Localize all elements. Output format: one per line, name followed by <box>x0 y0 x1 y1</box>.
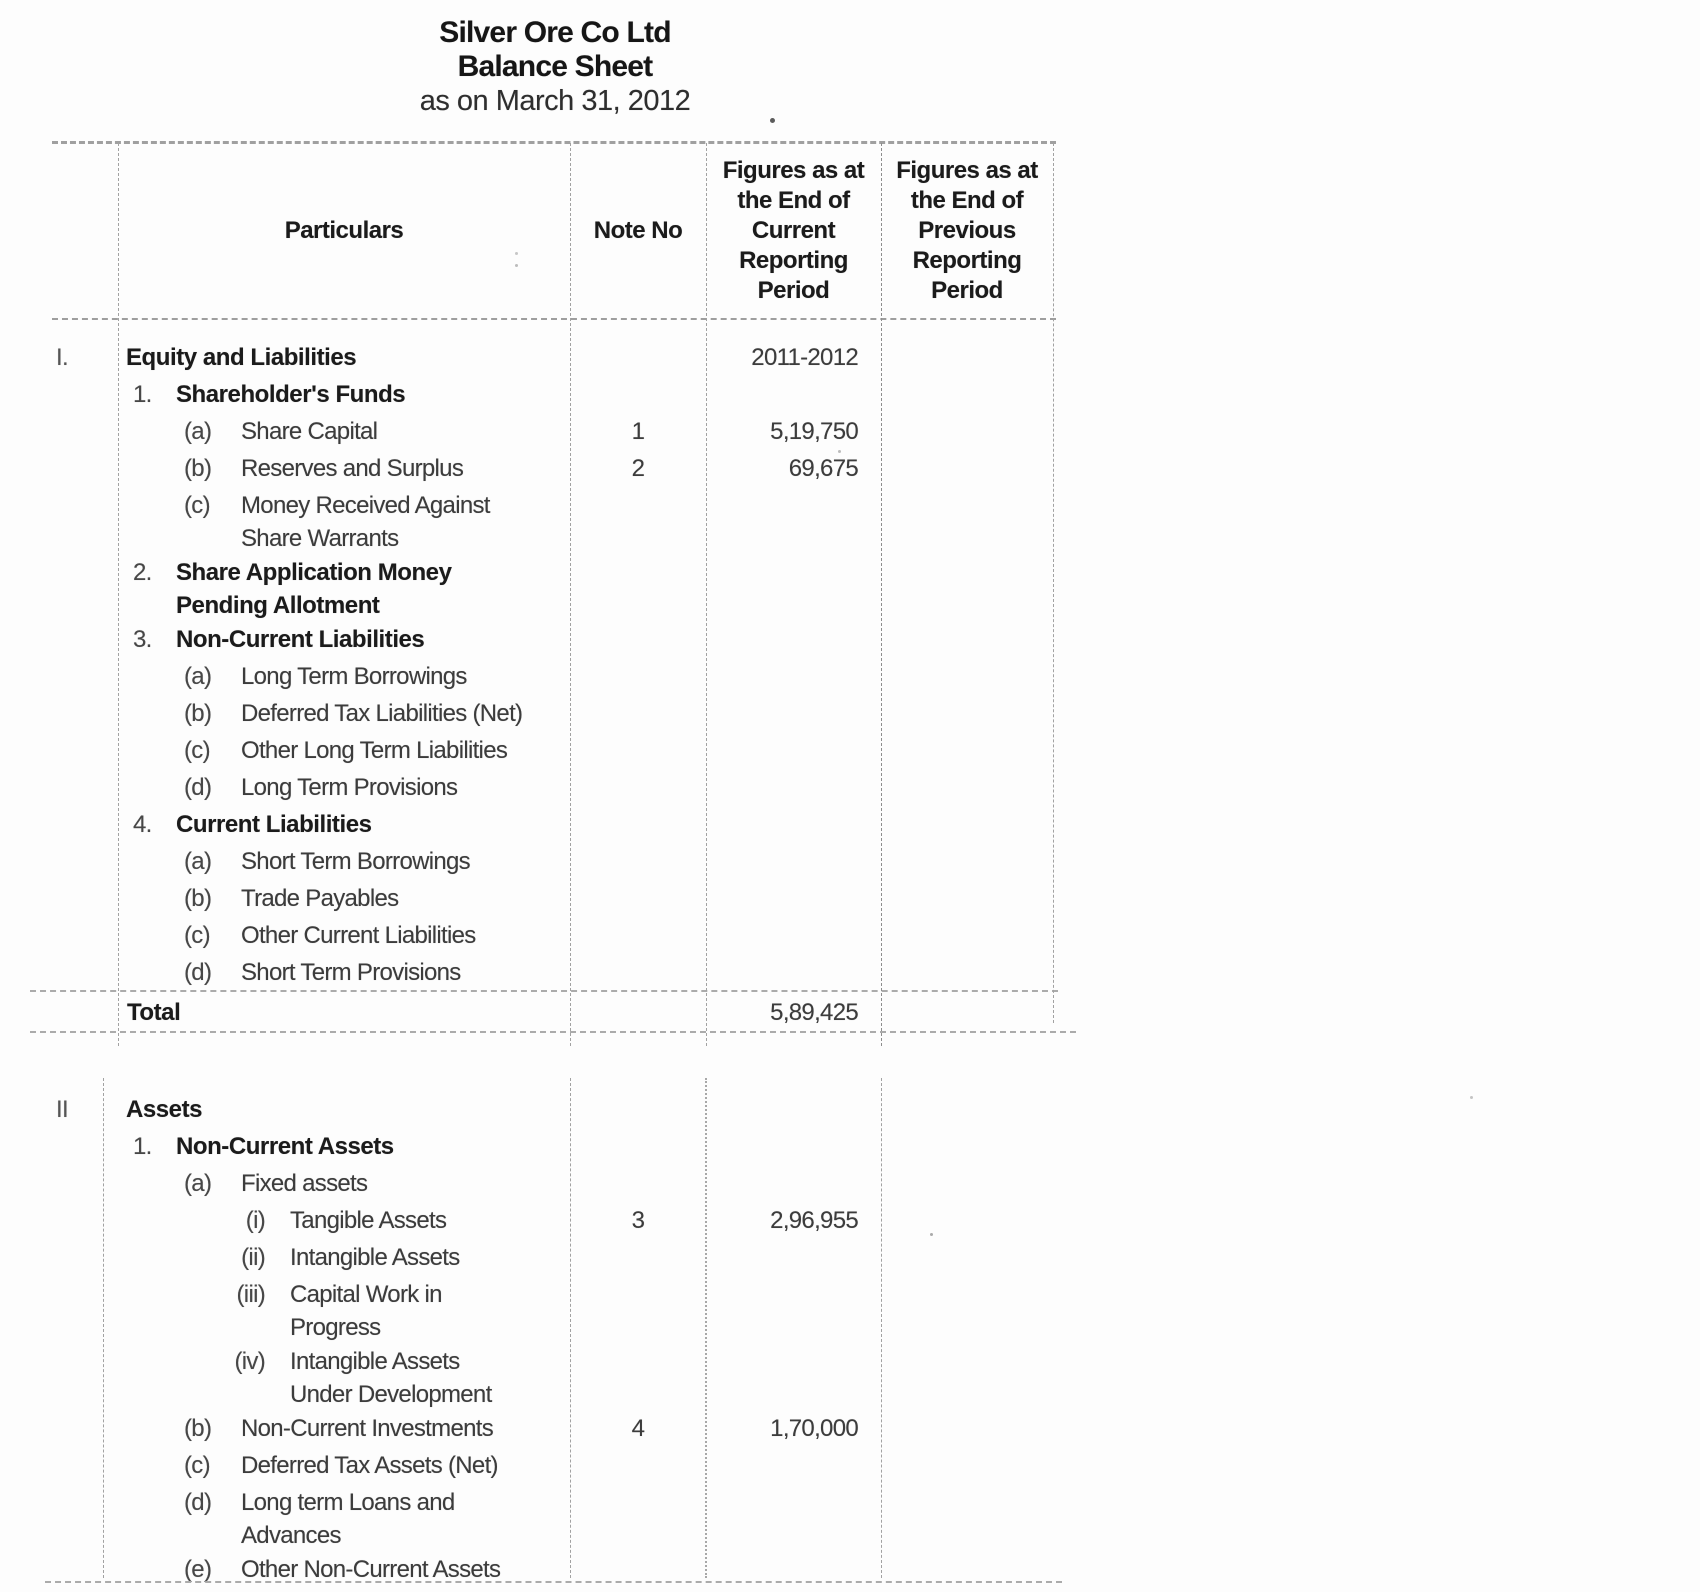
row-current-value: 2,96,955 <box>770 1207 858 1234</box>
row-label: Equity and Liabilities <box>126 344 357 371</box>
row-label: Progress <box>290 1314 381 1341</box>
row-marker: (a) <box>184 1170 212 1197</box>
table-row <box>0 525 1700 555</box>
row-label: Share Warrants <box>241 525 399 552</box>
table2-vline-particulars-note <box>570 1078 571 1578</box>
table-row <box>0 344 1700 374</box>
row-marker: (c) <box>184 737 210 764</box>
row-label: Other Long Term Liabilities <box>241 737 508 764</box>
row-marker: (b) <box>184 700 212 727</box>
row-note-number: 1 <box>631 418 645 445</box>
row-marker: (ii) <box>241 1244 265 1271</box>
table-row <box>0 592 1700 622</box>
table-row <box>0 559 1700 589</box>
row-label: Non-Current Investments <box>241 1415 494 1442</box>
table2-vline-left <box>103 1078 104 1578</box>
table-row <box>0 1415 1700 1445</box>
table-row <box>0 700 1700 730</box>
table-row <box>0 885 1700 915</box>
row-label: Current Liabilities <box>176 811 372 838</box>
row-marker: (e) <box>184 1556 212 1583</box>
table1-top-border <box>52 141 1056 144</box>
table-row <box>0 1314 1700 1344</box>
row-label: Deferred Tax Assets (Net) <box>241 1452 498 1479</box>
table-row <box>0 1244 1700 1274</box>
header-note-no: Note No <box>593 216 683 244</box>
row-current-value: 2011-2012 <box>751 344 858 371</box>
table-row <box>0 922 1700 952</box>
row-marker: (b) <box>184 1415 212 1442</box>
total-label: Total <box>127 999 181 1026</box>
row-label: Intangible Assets <box>290 1244 460 1271</box>
table-row <box>0 492 1700 522</box>
row-marker: 3. <box>133 626 152 653</box>
row-marker: (d) <box>184 774 212 801</box>
table-row <box>0 1348 1700 1378</box>
row-marker: (c) <box>184 1452 210 1479</box>
row-label: Short Term Provisions <box>241 959 461 986</box>
table-row <box>0 1489 1700 1519</box>
table-row <box>0 626 1700 656</box>
row-label: Short Term Borrowings <box>241 848 470 875</box>
table2-bottom-border <box>45 1581 1062 1583</box>
table2-vline-note-current <box>705 1078 707 1578</box>
row-note-number: 2 <box>631 455 645 482</box>
row-marker: I. <box>56 344 68 371</box>
row-marker: (a) <box>184 418 212 445</box>
company-name: Silver Ore Co Ltd <box>439 16 671 49</box>
row-label: Long Term Provisions <box>241 774 458 801</box>
row-marker: II <box>56 1096 68 1123</box>
header-particulars: Particulars <box>284 216 404 244</box>
row-current-value: 1,70,000 <box>770 1415 858 1442</box>
table1-bottom-border <box>30 1031 1076 1033</box>
row-marker: 1. <box>133 381 152 408</box>
table1-header-separator <box>52 318 1056 320</box>
document-name: Balance Sheet <box>457 50 653 83</box>
row-label: Share Application Money <box>176 559 452 586</box>
table-row <box>0 1522 1700 1552</box>
table-row <box>0 1133 1700 1163</box>
document-title-block <box>0 16 1110 118</box>
row-label: Other Non-Current Assets <box>241 1556 501 1583</box>
row-label: Share Capital <box>241 418 378 445</box>
row-label: Fixed assets <box>241 1170 368 1197</box>
row-label: Capital Work in <box>290 1281 442 1308</box>
row-marker: (d) <box>184 959 212 986</box>
table-row <box>0 959 1700 989</box>
table-row <box>0 811 1700 841</box>
table-row <box>0 1170 1700 1200</box>
row-marker: (i) <box>245 1207 265 1234</box>
table2-vline-current-previous <box>881 1078 882 1578</box>
table-row <box>0 1281 1700 1311</box>
row-marker: (a) <box>184 663 212 690</box>
row-label: Under Development <box>290 1381 492 1408</box>
table-row <box>0 455 1700 485</box>
row-label: Deferred Tax Liabilities (Net) <box>241 700 523 727</box>
row-label: Trade Payables <box>241 885 399 912</box>
header-previous-period: Figures as at the End of Previous Reporting Period <box>896 156 1038 304</box>
row-label: Shareholder's Funds <box>176 381 406 408</box>
row-marker: (iii) <box>236 1281 265 1308</box>
row-label: Money Received Against <box>241 492 490 519</box>
row-label: Advances <box>241 1522 341 1549</box>
row-label: Tangible Assets <box>290 1207 447 1234</box>
row-marker: (iv) <box>234 1348 265 1375</box>
row-label: Long term Loans and <box>241 1489 455 1516</box>
row-label: Reserves and Surplus <box>241 455 464 482</box>
table-row <box>0 737 1700 767</box>
scan-speck <box>770 118 775 123</box>
as-on-date: as on March 31, 2012 <box>419 85 691 117</box>
row-marker: (a) <box>184 848 212 875</box>
row-label: Pending Allotment <box>176 592 380 619</box>
table-row <box>0 381 1700 411</box>
row-label: Non-Current Liabilities <box>176 626 425 653</box>
table-row <box>0 774 1700 804</box>
table1-total-top-rule <box>30 990 1058 992</box>
table-row <box>0 663 1700 693</box>
row-label: Non-Current Assets <box>176 1133 394 1160</box>
table-row <box>0 1207 1700 1237</box>
table-row <box>0 848 1700 878</box>
scan-speck <box>838 450 841 453</box>
row-marker: 4. <box>133 811 152 838</box>
row-label: Other Current Liabilities <box>241 922 476 949</box>
table-row <box>0 1381 1700 1411</box>
row-label: Intangible Assets <box>290 1348 460 1375</box>
row-marker: 2. <box>133 559 152 586</box>
row-marker: (b) <box>184 885 212 912</box>
table-row <box>0 1452 1700 1482</box>
table-row <box>0 418 1700 448</box>
row-current-value: 5,19,750 <box>770 418 858 445</box>
header-current-period: Figures as at the End of Current Reporting Period <box>722 156 865 304</box>
row-note-number: 4 <box>631 1415 645 1442</box>
row-marker: (d) <box>184 1489 212 1516</box>
row-marker: 1. <box>133 1133 152 1160</box>
total-current-value: 5,89,425 <box>770 999 858 1026</box>
table-row <box>0 1096 1700 1126</box>
row-marker: (b) <box>184 455 212 482</box>
row-label: Assets <box>126 1096 203 1123</box>
row-marker: (c) <box>184 922 210 949</box>
row-current-value: 69,675 <box>788 455 858 482</box>
row-note-number: 3 <box>631 1207 645 1234</box>
row-marker: (c) <box>184 492 210 519</box>
table-row-total <box>0 999 1700 1029</box>
row-label: Long Term Borrowings <box>241 663 467 690</box>
